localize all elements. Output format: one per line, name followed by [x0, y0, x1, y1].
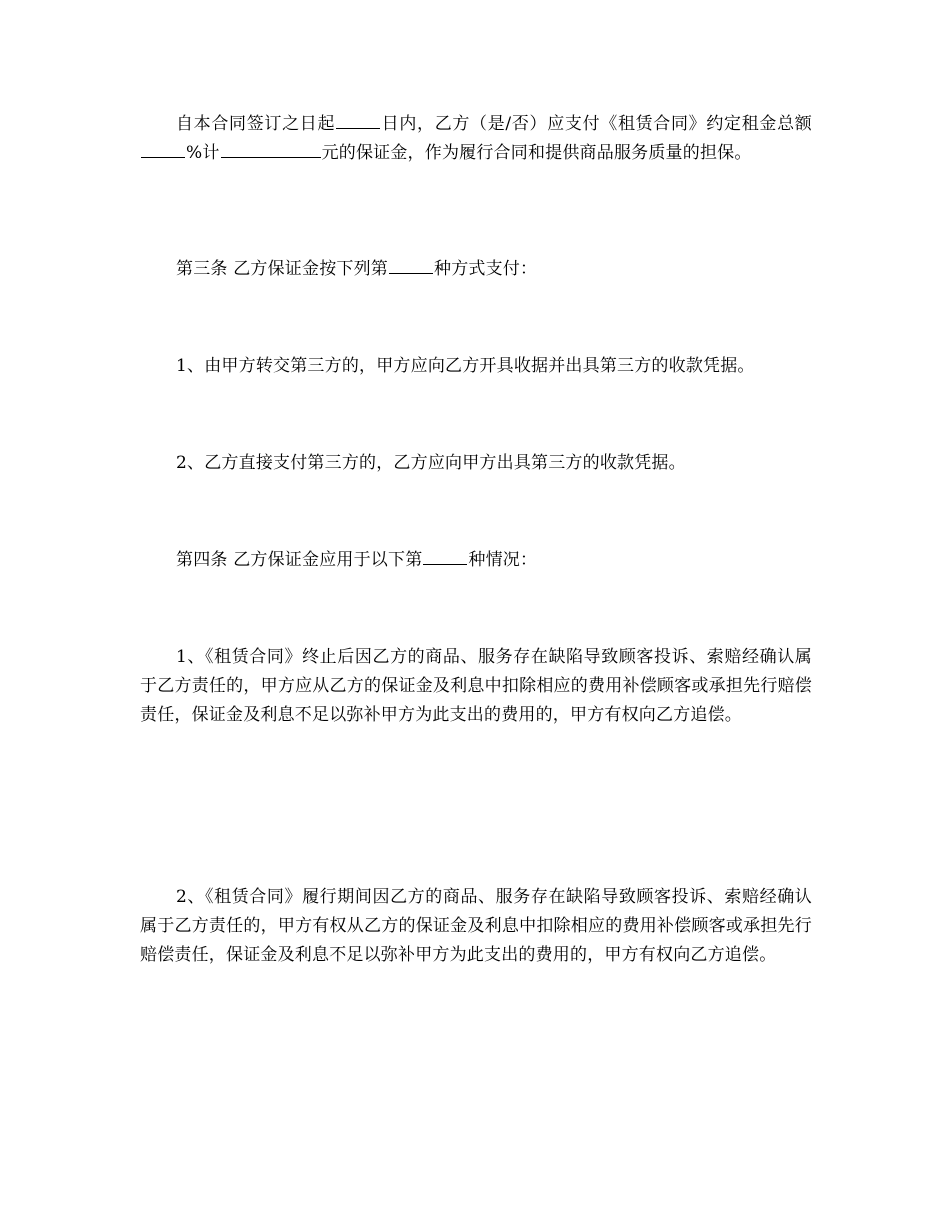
article-4-item-1: 1、《租赁合同》终止后因乙方的商品、服务存在缺陷导致顾客投诉、索赔经确认属于乙方责任的，甲方应从乙方的保证金及利息中扣除相应的费用补偿顾客或承担先行赔偿责任，保证金及利息不足以弥补甲方为此支出的费用的，甲方有权向乙方追偿。 — [140, 647, 812, 725]
text-segment: 日内，乙方（是/否）应支付《租赁合同》约定租金总额 — [381, 114, 812, 134]
text-segment: 自本合同签订之日起 — [176, 114, 336, 134]
text-segment: 种方式支付： — [434, 259, 538, 279]
text-segment: 第三条 乙方保证金按下列第 — [176, 259, 389, 279]
fill-in-blank-situation — [423, 547, 467, 565]
fill-in-blank-percent — [141, 140, 185, 158]
text-segment: 第四条 乙方保证金应用于以下第 — [176, 550, 423, 570]
text-segment: 元的保证金，作为履行合同和提供商品服务质量的担保。 — [321, 143, 752, 163]
fill-in-blank-days — [336, 111, 380, 129]
article-3-heading — [140, 255, 812, 284]
fill-in-blank-method — [389, 256, 433, 274]
text-segment: %计 — [186, 143, 220, 163]
article-4-heading — [140, 546, 812, 575]
article-3-item-1: 1、由甲方转交第三方的，甲方应向乙方开具收据并出具第三方的收款凭据。 — [176, 356, 755, 376]
fill-in-blank-amount — [221, 140, 321, 158]
article-3-item-2: 2、乙方直接支付第三方的，乙方应向甲方出具第三方的收款凭据。 — [176, 453, 686, 473]
text-segment: 种情况： — [468, 550, 538, 570]
paragraph-deposit-payment — [140, 110, 812, 168]
article-4-item-2: 2、《租赁合同》履行期间因乙方的商品、服务存在缺陷导致顾客投诉、索赔经确认属于乙方责任的，甲方有权从乙方的保证金及利息中扣除相应的费用补偿顾客或承担先行赔偿责任，保证金及利息不足以弥补甲方为此支出的费用的，甲方有权向乙方追偿。 — [140, 887, 812, 965]
